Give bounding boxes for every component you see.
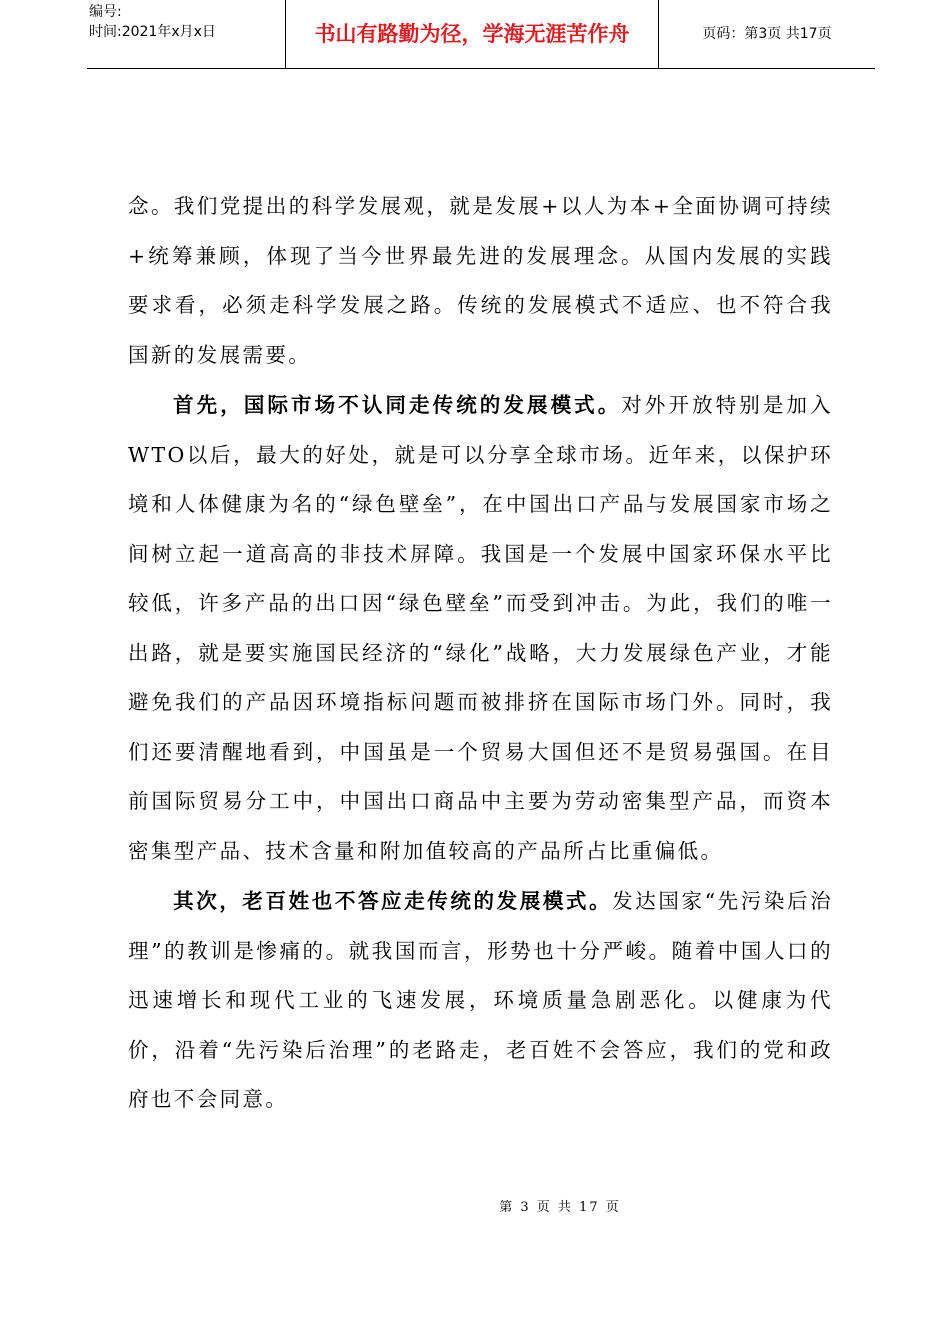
page-footer: 第 3 页 共 17 页 — [499, 1200, 621, 1215]
document-body — [128, 182, 833, 1125]
paragraph-2-heading: 首先，国际市场不认同走传统的发展模式。 — [173, 393, 622, 417]
header-meta — [87, 0, 286, 68]
paragraph-3 — [128, 877, 833, 1125]
time-label: 时间:2021年x月x日 — [89, 24, 216, 40]
paragraph-2-text: 对外开放特别是加入WTO以后，最大的好处，就是可以分享全球市场。近年来，以保护环境和人体健康为名的“绿色壁垒”，在中国出口产品与发展国家市场之间树立起一道高高的非技术屏障。我国是一个发展中国家环保水平比较低，许多产品的出口因“绿色壁垒”而受到冲击。为此，我们的唯一出路，就是要实施国民经济的“绿化”战略，大力发展绿色产业，才能避免我们的产品因环境指标问题而被排挤在国际市场门外。同时，我们还要清醒地看到，中国虽是一个贸易大国但还不是贸易强国。在目前国际贸易分工中，中国出口商品中主要为劳动密集型产品，而资本密集型产品、技术含量和附加值较高的产品所占比重偏低。 — [128, 393, 833, 863]
header-motto: 书山有路勤为径，学海无涯苦作舟 — [286, 0, 659, 68]
paragraph-3-text: 发达国家“先污染后治理”的教训是惨痛的。就我国而言，形势也十分严峻。随着中国人口的迅速增长和现代工业的飞速发展，环境质量急剧恶化。以健康为代价，沿着“先污染后治理”的老路走，老百姓不会答应，我们的党和政府也不会同意。 — [128, 889, 833, 1111]
paragraph-1: 念。我们党提出的科学发展观，就是发展+以人为本+全面协调可持续+统筹兼顾，体现了当今世界最先进的发展理念。从国内发展的实践要求看，必须走科学发展之路。传统的发展模式不适应、也不符合我国新的发展需要。 — [128, 194, 833, 367]
page-header — [87, 0, 875, 69]
paragraph-3-heading: 其次，老百姓也不答应走传统的发展模式。 — [173, 889, 613, 913]
number-label: 编号: — [89, 4, 122, 20]
paragraph-2 — [128, 381, 833, 876]
header-page-info: 页码：第3页 共17页 — [702, 26, 832, 42]
